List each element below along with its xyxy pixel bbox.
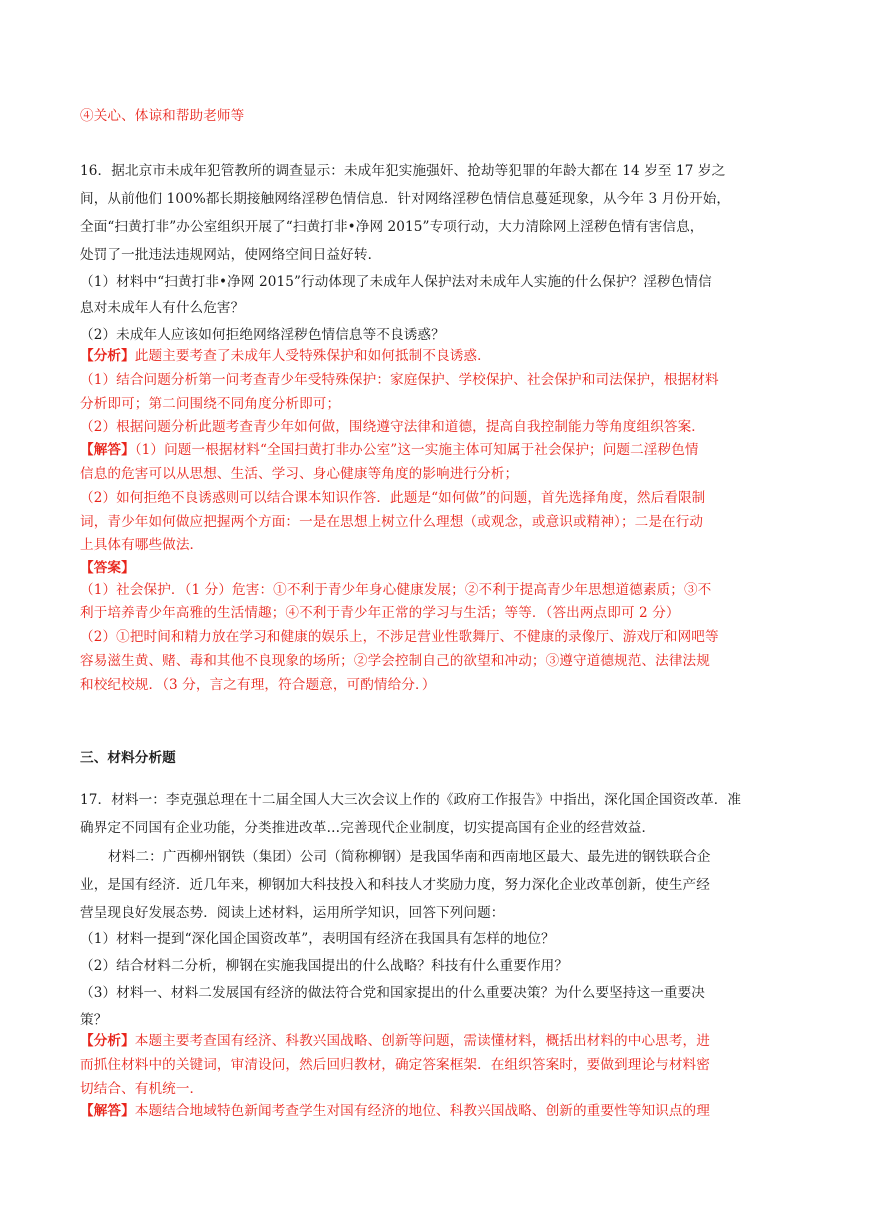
text-line (80, 603, 680, 623)
text-line (80, 983, 705, 1003)
text-line (80, 956, 568, 976)
text-line (80, 1010, 107, 1030)
line-text: 策？ (80, 1012, 108, 1028)
line-text: （2）如何拒绝不良诱惑则可以结合课本知识作答．此题是“如何做”的问题，首先选择角度，然后看限制 (80, 490, 706, 506)
line-text: 确界定不同国有企业功能，分类推进改革…完善现代企业制度，切实提高国有企业的经营效益． (80, 820, 656, 836)
text-line (80, 651, 710, 671)
text-line (80, 272, 712, 292)
answer-tag: 【答案】 (80, 560, 135, 576)
line-text: 分析即可；第二问围绕不同角度分析即可； (80, 396, 341, 412)
text-line (80, 488, 705, 508)
text-line (80, 1055, 710, 1075)
text-line (80, 189, 730, 209)
text-line (80, 929, 555, 949)
text-line (80, 580, 711, 600)
line-text: 本题主要考查国有经济、科教兴国战略、创新等问题，需读懂材料，概括出材料的中心思考，进 (134, 1033, 710, 1049)
line-text: 间，从前他们 100%都长期接触网络淫秽色情信息．针对网络淫秽色情信息蔓延现象，从今年 3 月份开始， (80, 191, 731, 207)
line-text: 全面“扫黄打非”办公室组织开展了“扫黄打非•净网 2015”专项行动，大力清除网上淫秽色情有害信息， (80, 219, 704, 235)
line-text: 信息的危害可以从思想、生活、学习、身心健康等角度的影响进行分析； (80, 466, 519, 482)
text-line (80, 627, 719, 647)
line-text: 利于培养青少年高雅的生活情趣；④不利于青少年正常的学习与生活；等等．（答出两点即可 2 分） (80, 605, 680, 621)
line-text: 和校纪校规．（3 分，言之有理，符合题意，可酌情给分．） (80, 677, 436, 693)
text-line (80, 903, 505, 923)
line-text: 词，青少年如何做应把握两个方面：一是在思想上树立什么理想（或观念，或意识或精神）；二是在行动 (80, 514, 704, 530)
line-text: （2）未成年人应该如何拒绝网络淫秽色情信息等不良诱惑？ (80, 327, 445, 343)
line-text: （1）社会保护．（1 分）危害：①不利于青少年身心健康发展；②不利于提高青少年思想道德素质；③不 (80, 582, 712, 598)
text-line (80, 535, 203, 555)
line-text: 容易滋生黄、赌、毒和其他不良现象的场所；②学会控制自己的欲望和冲动；③遵守道德规范、法律法规 (80, 653, 710, 669)
line-text: 切结合、有机统一． (80, 1081, 204, 1097)
line-text: （3）材料一、材料二发展国有经济的做法符合党和国家提出的什么重要决策？为什么要坚持这一重要决 (80, 985, 705, 1001)
text-line (80, 790, 741, 810)
line-text: 三、材料分析题 (80, 750, 176, 766)
line-text: 息对未成年人有什么危害？ (80, 300, 245, 316)
line-text: （2）结合材料二分析，柳钢在实施我国提出的什么战略？科技有什么重要作用？ (80, 958, 569, 974)
line-text: ④关心、体谅和帮助老师等 (80, 108, 245, 124)
text-line (80, 1031, 710, 1051)
line-text: （1）问题一根据材料“全国扫黄打非办公室”这一实施主体可知属于社会保护；问题二淫秽色情 (134, 442, 699, 458)
line-text: 16．据北京市未成年犯管教所的调查显示：未成年犯实施强奸、抢劫等犯罪的年龄大都在 14 岁至 17 岁之 (80, 163, 726, 179)
text-line (80, 512, 703, 532)
section-heading (80, 748, 176, 768)
text-line (80, 298, 244, 318)
text-line (80, 161, 725, 181)
answer-tag: 【解答】 (80, 1103, 135, 1119)
text-line (80, 346, 491, 366)
text-line (80, 394, 340, 414)
text-line (80, 1079, 203, 1099)
line-text: 处罚了一批违法违规网站，使网络空间日益好转． (80, 247, 382, 263)
line-text: （1）材料一提到“深化国企国资改革”，表明国有经济在我国具有怎样的地位？ (80, 931, 555, 947)
line-text: （1）材料中“扫黄打非•净网 2015”行动体现了未成年人保护法对未成年人实施的什么保护？淫秽色情信 (80, 274, 712, 290)
text-line (80, 875, 710, 895)
line-text: （1）结合问题分析第一问考查青少年受特殊保护：家庭保护、学校保护、社会保护和司法保护，根据材料 (80, 372, 719, 388)
text-line (80, 370, 719, 390)
text-line (80, 217, 703, 237)
text-line (80, 106, 244, 126)
text-line (80, 464, 518, 484)
text-line (80, 325, 445, 345)
line-text: 材料二：广西柳州钢铁（集团）公司（简称柳钢）是我国华南和西南地区最大、最先进的钢铁联合企 (108, 849, 711, 865)
answer-tag: 【分析】 (80, 1033, 135, 1049)
line-text: 此题主要考查了未成年人受特殊保护和如何抵制不良诱惑． (134, 348, 491, 364)
text-line (80, 675, 436, 695)
line-text: 营呈现良好发展态势．阅读上述材料，运用所学知识，回答下列问题： (80, 905, 505, 921)
text-line (80, 245, 381, 265)
line-text: 本题结合地域特色新闻考查学生对国有经济的地位、科教兴国战略、创新的重要性等知识点的理 (134, 1103, 710, 1119)
answer-tag: 【分析】 (80, 348, 135, 364)
text-line (80, 818, 655, 838)
line-text: 上具体有哪些做法． (80, 537, 204, 553)
line-text: （2）①把时间和精力放在学习和健康的娱乐上，不涉足营业性歌舞厅、不健康的录像厅、游戏厅和网吧等 (80, 629, 719, 645)
text-line (80, 417, 705, 437)
line-text: 而抓住材料中的关键词，审清设问，然后回归教材，确定答案框架．在组织答案时，要做到理论与材料密 (80, 1057, 710, 1073)
line-text: 业，是国有经济．近几年来，柳钢加大科技投入和科技人才奖励力度，努力深化企业改革创新，使生产经 (80, 877, 710, 893)
line-text: 17．材料一：李克强总理在十二届全国人大三次会议上作的《政府工作报告》中指出，深化国企国资改革．准 (80, 792, 742, 808)
text-line (80, 558, 135, 578)
line-text: （2）根据问题分析此题考查青少年如何做，围绕遵守法律和道德，提高自我控制能力等角度组织答案． (80, 419, 705, 435)
text-line (80, 440, 699, 460)
text-line (80, 1101, 710, 1121)
text-line (108, 847, 711, 867)
answer-tag: 【解答】 (80, 442, 135, 458)
